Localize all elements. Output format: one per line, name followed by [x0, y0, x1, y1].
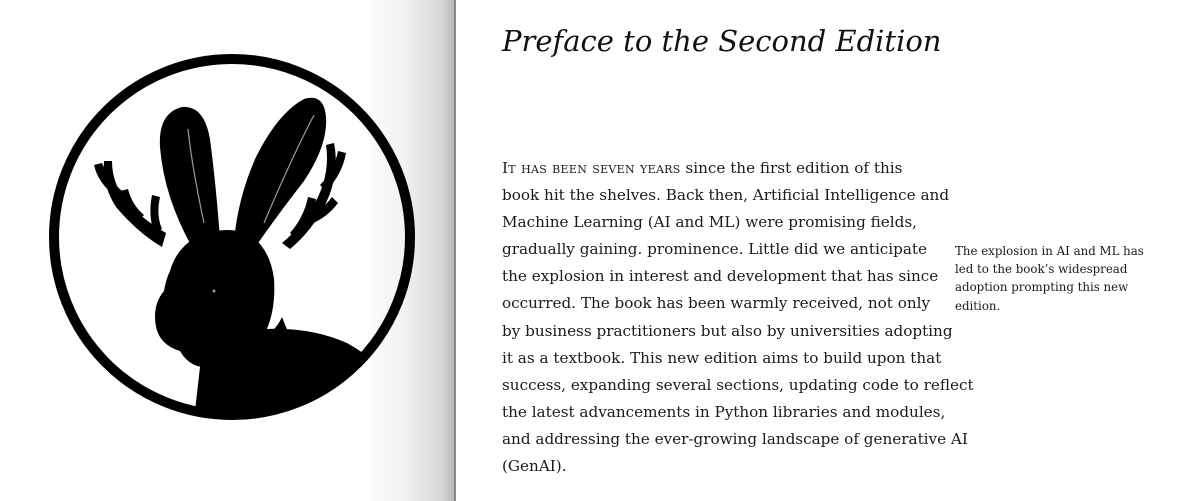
- margin-note-line: led to the book’s widespread: [955, 262, 1128, 277]
- body-line: occurred. The book has been warmly received, not only: [502, 294, 931, 313]
- body-line: (GenAI).: [502, 457, 567, 476]
- preface-body: [502, 155, 974, 480]
- opening-smallcaps: It has been seven years: [502, 159, 681, 177]
- margin-note-line: The explosion in AI and ML has: [955, 244, 1144, 258]
- margin-note: [955, 242, 1155, 315]
- margin-note-line: edition.: [955, 298, 1001, 313]
- body-line: book hit the shelves. Back then, Artificial Intelligence and: [502, 186, 950, 205]
- margin-note-line: adoption prompting this new: [955, 280, 1129, 295]
- body-line: Machine Learning (AI and ML) were promising fields,: [502, 213, 917, 232]
- gutter-shadow: [360, 0, 456, 501]
- body-line: the latest advancements in Python libraries and modules,: [502, 402, 946, 421]
- body-line: by business practitioners but also by universities adopting: [502, 321, 953, 340]
- body-line: gradually gaining. prominence. Little did we anticipate: [502, 240, 928, 259]
- body-line: success, expanding several sections, updating code to reflect: [502, 375, 974, 394]
- body-line: the explosion in interest and development that has since: [502, 267, 939, 286]
- body-line-text: since the first edition of this: [680, 159, 903, 177]
- left-page: [0, 0, 455, 501]
- body-line: it as a textbook. This new edition aims to build upon that: [502, 348, 942, 367]
- body-line: [502, 155, 932, 182]
- body-line: and addressing the ever-growing landscape of generative AI: [502, 429, 968, 448]
- chapter-title: Preface to the Second Edition: [502, 24, 942, 58]
